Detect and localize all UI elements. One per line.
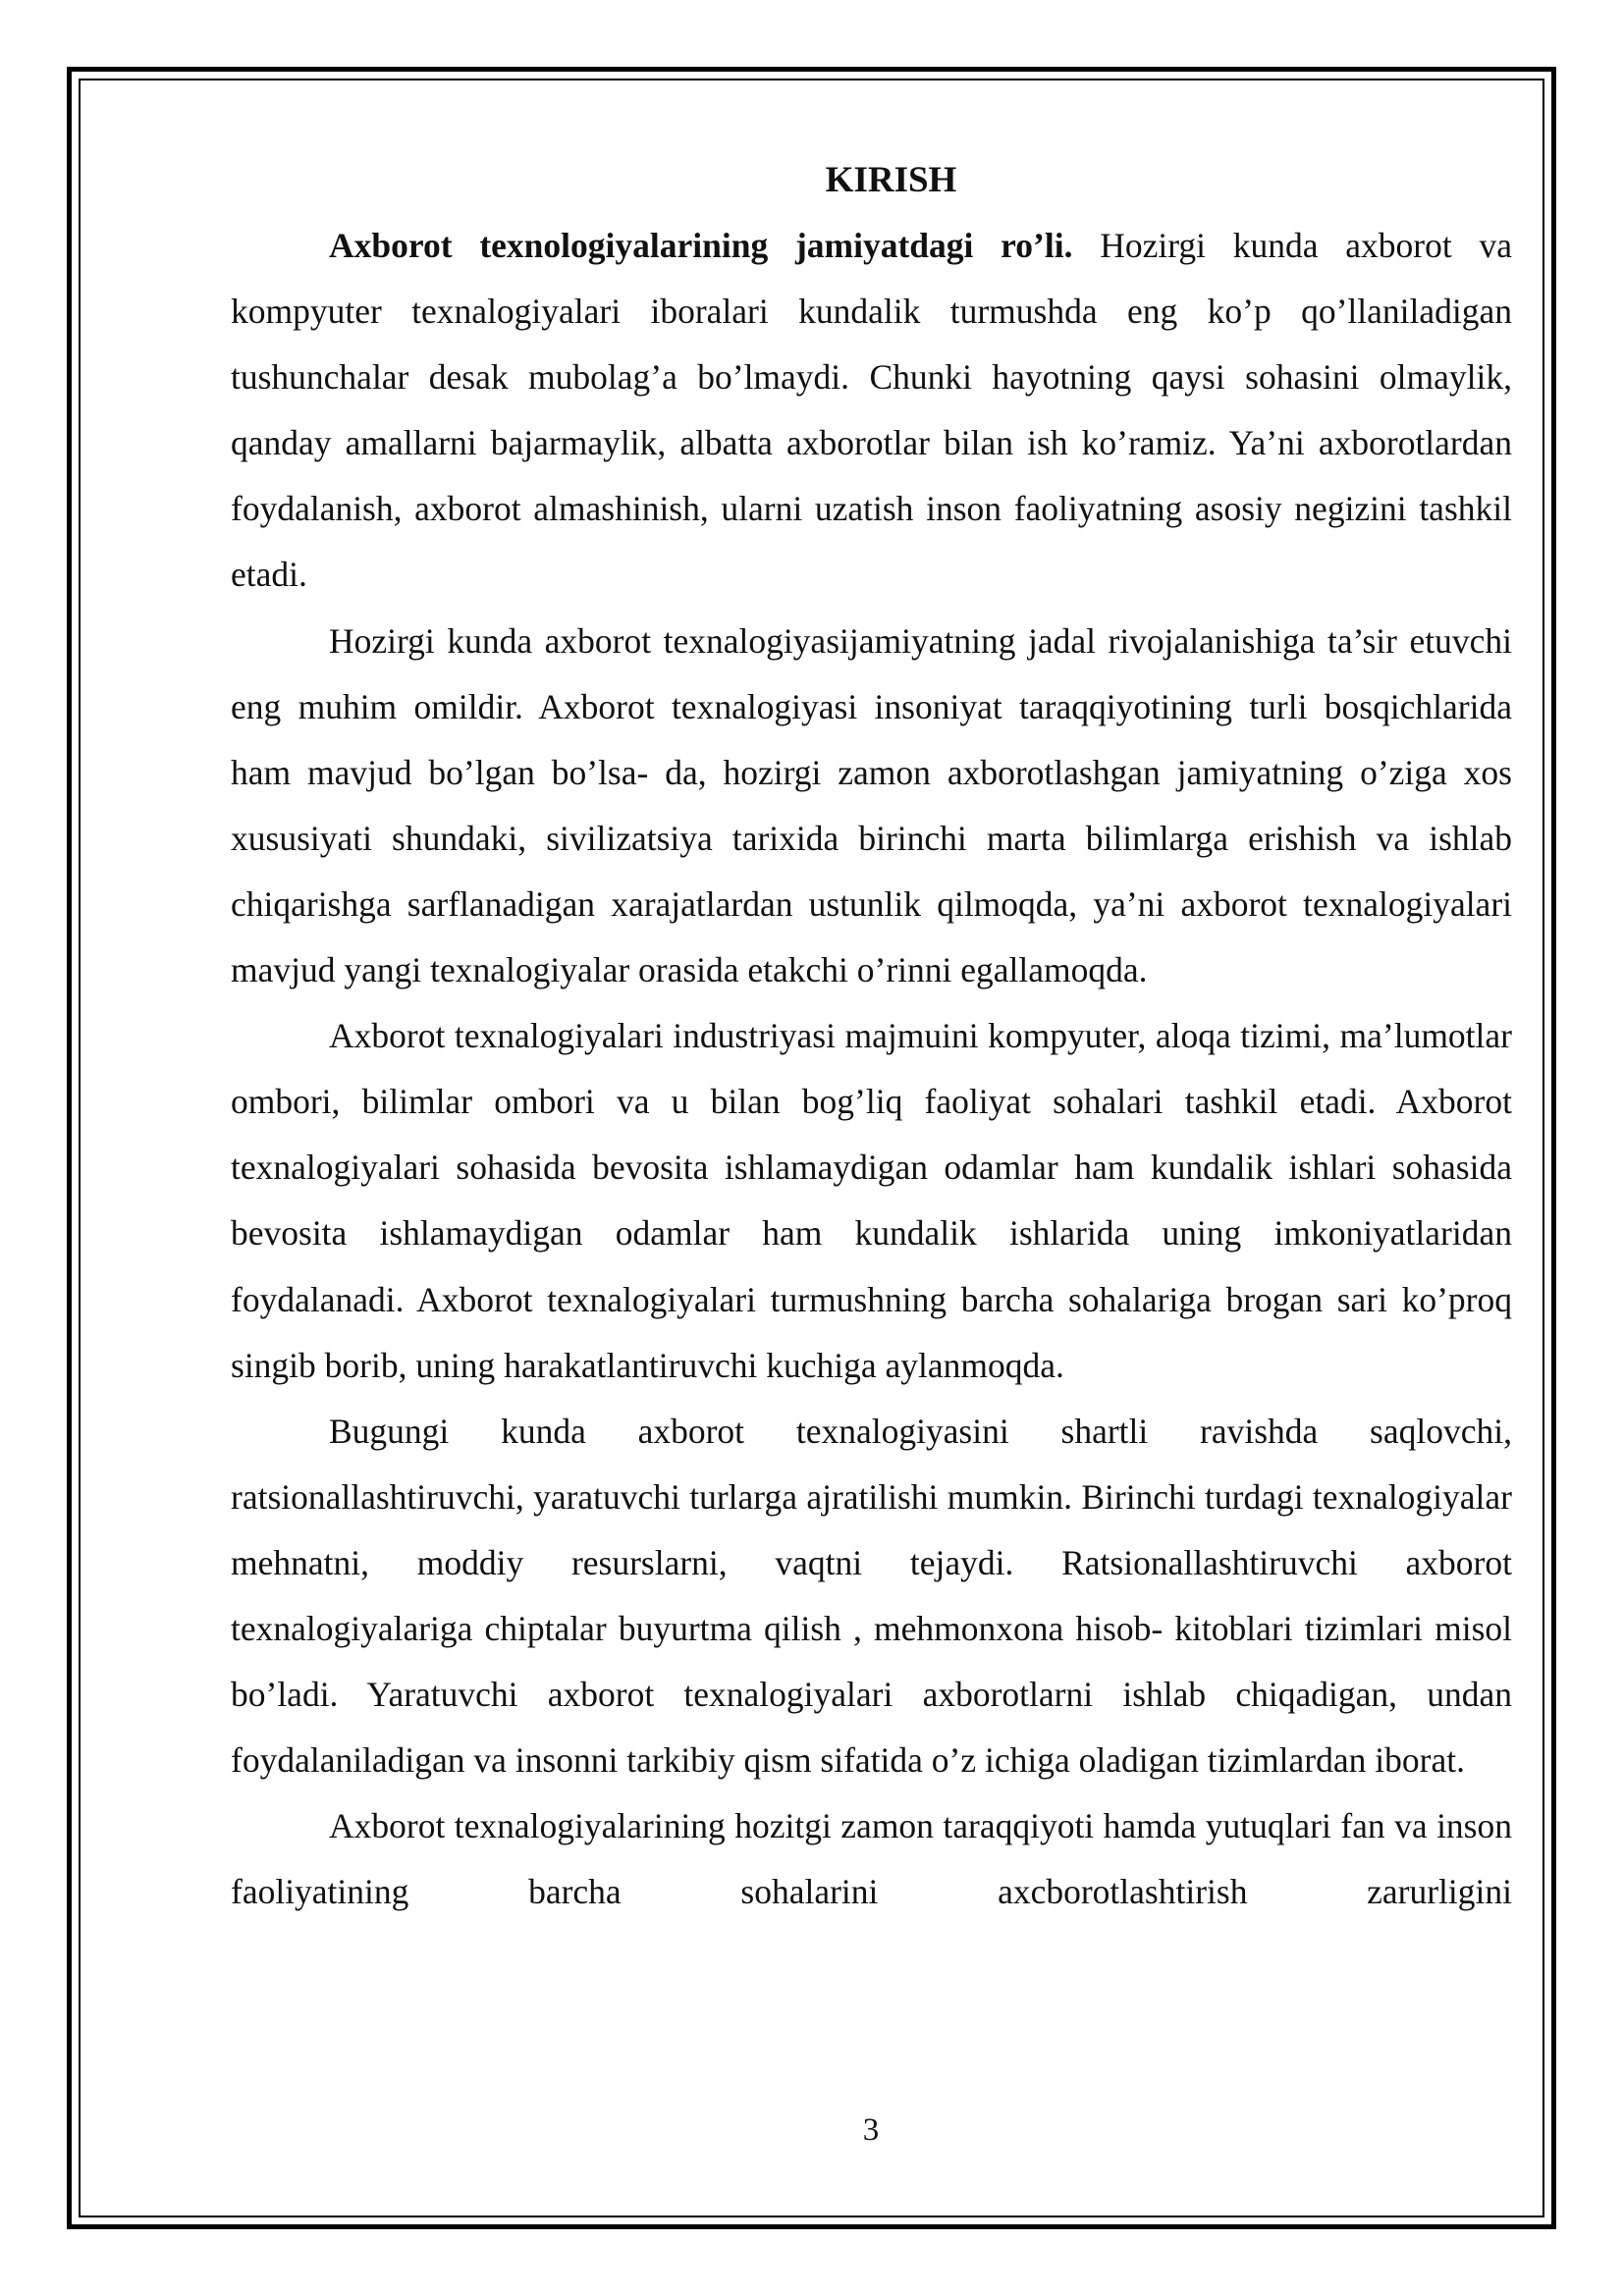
section-heading: KIRISH bbox=[825, 160, 957, 200]
paragraph-4 bbox=[231, 1399, 1512, 1794]
paragraph-3-text: Axborot texnalogiyalari industriyasi majmuini kompyuter, aloqa tizimi, ma’lumotlar ombori, bilimlar ombori va u bilan bog’liq faoliyat sohalari tashkil etadi. Axborot texnalogiyalari sohasida bevosita ishlamaydigan odamlar ham kundalik ishlari sohasida bevosita ishlamaydigan odamlar ham kundalik ishlarida uning imkoniyatlaridan foydalanadi. Axborot texnalogiyalari turmushning barcha sohalariga brogan sari ko’proq singib borib, uning harakatlantiruvchi kuchiga aylanmoqda. bbox=[231, 1016, 1512, 1385]
paragraph-1 bbox=[231, 213, 1512, 609]
paragraph-4-text: Bugungi kunda axborot texnalogiyasini shartli ravishda saqlovchi, ratsionallashtiruvchi, yaratuvchi turlarga ajratilishi mumkin. Birinchi turdagi texnalogiyalar mehnatni, moddiy resurslarni, vaqtni tejaydi. Ratsionallashtiruvchi axborot texnalogiyalariga chiptalar buyurtma qilish , mehmonxona hisob- kitoblari tizimlari misol bo’ladi. Yaratuvchi axborot texnalogiyalari axborotlarni ishlab chiqadigan, undan foydalaniladigan va insonni tarkibiy qism sifatida o’z ichiga oladigan tizimlardan iborat. bbox=[231, 1411, 1512, 1781]
paragraph-3 bbox=[231, 1003, 1512, 1399]
paragraph-2 bbox=[231, 609, 1512, 1004]
page-number: 3 bbox=[862, 2112, 880, 2148]
paragraph-5 bbox=[231, 1793, 1512, 1925]
paragraph-5-text: Axborot texnalogiyalarining hozitgi zamon taraqqiyoti hamda yutuqlari fan va inson faoliyatining barcha sohalarini axcborotlashtirish zarurligini bbox=[231, 1806, 1512, 1912]
paragraph-2-text: Hozirgi kunda axborot texnalogiyasijamiyatning jadal rivojalanishiga ta’sir etuvchi eng muhim omildir. Axborot texnalogiyasi insoniyat taraqqiyotining turli bosqichlarida ham mavjud bo’lgan bo’lsa- da, hozirgi zamon axborotlashgan jamiyatning o’ziga xos xususiyati shundaki, sivilizatsiya tarixida birinchi marta bilimlarga erishish va ishlab chiqarishga sarflanadigan xarajatlardan ustunlik qilmoqda, ya’ni axborot texnalogiyalari mavjud yangi texnalogiyalar orasida etakchi o’rinni egallamoqda. bbox=[231, 620, 1512, 990]
page-content bbox=[231, 147, 1512, 1925]
paragraph-1-text: Hozirgi kunda axborot va kompyuter texnalogiyalari iboralari kundalik turmushda eng ko’p qo’llaniladigan tushunchalar desak mubolag’a bo’lmaydi. Chunki hayotning qaysi sohasini olmaylik, qanday amallarni bajarmaylik, albatta axborotlar bilan ish ko’ramiz. Ya’ni axborotlardan foydalanish, axborot almashinish, ularni uzatish inson faoliyatning asosiy negizini tashkil etadi. bbox=[231, 226, 1512, 595]
paragraph-1-lead: Axborot texnologiyalarining jamiyatdagi ro’li. bbox=[329, 226, 1073, 265]
